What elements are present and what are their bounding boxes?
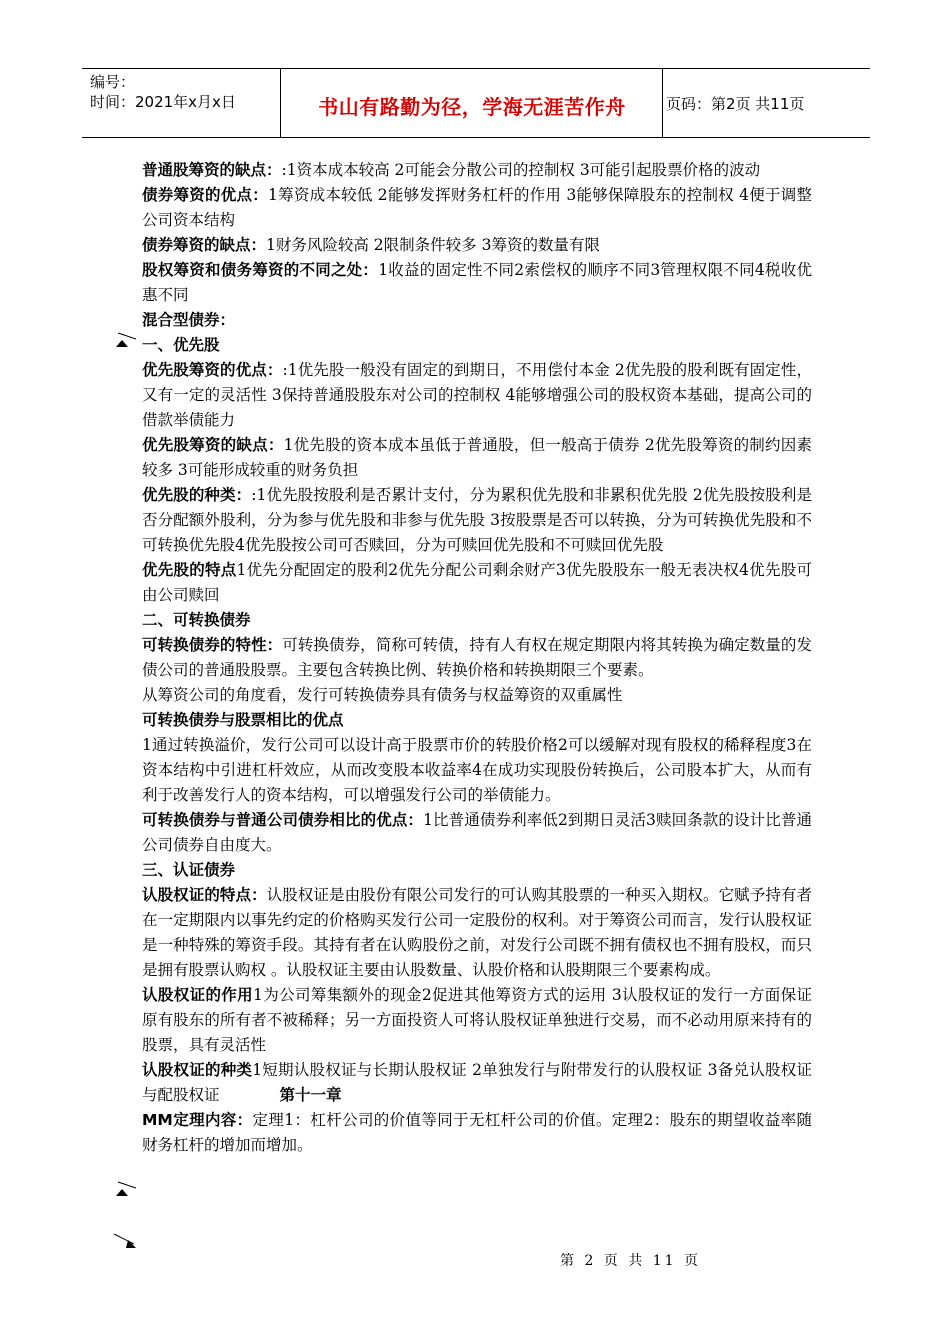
- paragraph-heading: MM定理内容：: [142, 1111, 253, 1129]
- paragraph-text: 1财务风险较高 2限制条件较多 3筹资的数量有限: [266, 236, 600, 254]
- paragraph: [142, 983, 812, 1058]
- paragraph-text: 1收益的固定性不同2索偿权的顺序不同3管理权限不同4税收优惠不同: [142, 261, 812, 304]
- paragraph-heading: 一、优先股: [142, 336, 220, 354]
- anchor-marker-icon: [112, 1232, 136, 1248]
- paragraph-heading: 三、认证债券: [142, 861, 236, 879]
- paragraph-heading: 债券筹资的优点：: [142, 186, 269, 204]
- paragraph: [142, 808, 812, 858]
- anchor-marker-icon: [116, 1180, 140, 1196]
- paragraph-text: 可转换债券，简称可转债，持有人有权在规定期限内将其转换为确定数量的发债公司的普通股股票。主要包含转换比例、转换价格和转换期限三个要素。: [142, 636, 812, 679]
- paragraph: [142, 1058, 812, 1108]
- page-header: [82, 68, 870, 138]
- paragraph-heading: 混合型债券：: [142, 311, 236, 329]
- paragraph-text: 1短期认股权证与长期认股权证 2单独发行与附带发行的认股权证 3备兑认股权证与配股权证: [142, 1061, 812, 1104]
- paragraph-heading: 优先股筹资的优点：: [142, 361, 283, 379]
- paragraph-heading: 二、可转换债券: [142, 611, 251, 629]
- paragraph-text: 1优先股的资本成本虽低于普通股，但一般高于债券 2优先股筹资的制约因素较多 3可能形成较重的财务负担: [142, 436, 812, 479]
- document-body: [142, 158, 812, 1158]
- paragraph-heading: 认股权证的作用: [142, 986, 254, 1004]
- paragraph: [142, 433, 812, 483]
- header-motto: 书山有路勤为径，学海无涯苦作舟: [318, 95, 626, 119]
- paragraph: [142, 233, 812, 258]
- paragraph-heading: 认股权证的种类: [142, 1061, 253, 1079]
- paragraph-text: 定理1：杠杆公司的价值等同于无杠杆公司的价值。定理2：股东的期望收益率随财务杠杆的增加而增加。: [142, 1111, 812, 1154]
- paragraph: [142, 683, 812, 708]
- section-heading: [142, 608, 812, 633]
- paragraph: [142, 183, 812, 233]
- paragraph: [142, 483, 812, 558]
- paragraph: [142, 358, 812, 433]
- section-heading: [142, 858, 812, 883]
- header-divider: [662, 69, 663, 137]
- document-number-label: 编号：: [90, 73, 136, 91]
- paragraph: [142, 1108, 812, 1158]
- paragraph-text: 从筹资公司的角度看，发行可转换债券具有债务与权益筹资的双重属性: [142, 686, 623, 704]
- paragraph-heading: 优先股的特点: [142, 561, 237, 579]
- paragraph-heading: 股权筹资和债务筹资的不同之处：: [142, 261, 379, 279]
- paragraph-text: 1比普通债券利率低2到期日灵活3赎回条款的设计比普通公司债券自由度大。: [142, 811, 812, 854]
- document-date-label: 时间：2021年x月x日: [90, 93, 236, 111]
- header-divider: [280, 69, 281, 137]
- page-footer: 第 2 页 共 11 页: [560, 1253, 701, 1269]
- paragraph-text: 1为公司筹集额外的现金2促进其他筹资方式的运用 3认股权证的发行一方面保证原有股东的所有者不被稀释；另一方面投资人可将认股权证单独进行交易，而不必动用原来持有的股票，具有灵活性: [142, 986, 812, 1054]
- paragraph-heading: 债券筹资的缺点：: [142, 236, 267, 254]
- paragraph-text: :1资本成本较高 2可能会分散公司的控制权 3可能引起股票价格的波动: [281, 161, 761, 179]
- section-heading: [142, 708, 812, 733]
- paragraph-heading: 认股权证的特点：: [142, 886, 267, 904]
- paragraph: [142, 558, 812, 608]
- paragraph-text: :1优先股一般没有固定的到期日，不用偿付本金 2优先股的股利既有固定性，又有一定的灵活性 3保持普通股股东对公司的控制权 4能够增强公司的股权资本基础，提高公司的借款举债能力: [142, 361, 812, 429]
- paragraph-heading: 普通股筹资的缺点：: [142, 161, 282, 179]
- paragraph: [142, 733, 812, 808]
- paragraph: [142, 633, 812, 683]
- paragraph-heading: 优先股筹资的缺点：: [142, 436, 284, 454]
- header-page-info: 页码：第2页 共11页: [666, 95, 805, 113]
- header-meta: [90, 72, 280, 112]
- paragraph: [142, 158, 812, 183]
- anchor-marker-icon: [116, 331, 140, 347]
- paragraph: [142, 258, 812, 308]
- paragraph-heading: 优先股的种类：: [142, 486, 252, 504]
- paragraph-heading: 可转换债券与股票相比的优点: [142, 711, 344, 729]
- paragraph-heading: 可转换债券与普通公司债券相比的优点：: [142, 811, 424, 829]
- paragraph-text: 1优先分配固定的股利2优先分配公司剩余财产3优先股股东一般无表决权4优先股可由公司赎回: [142, 561, 812, 604]
- paragraph-heading: 可转换债券的特性：: [142, 636, 283, 654]
- paragraph-text: 1通过转换溢价，发行公司可以设计高于股票市价的转股价格2可以缓解对现有股权的稀释程度3在资本结构中引进杠杆效应，从而改变股本收益率4在成功实现股份转换后，公司股本扩大，从而有利于改善发行人的资本结构，可以增强发行公司的举债能力。: [142, 736, 812, 804]
- paragraph-text: 1筹资成本较低 2能够发挥财务杠杆的作用 3能够保障股东的控制权 4便于调整公司资本结构: [142, 186, 812, 229]
- paragraph: [142, 883, 812, 983]
- section-heading: [142, 333, 812, 358]
- paragraph-text: :1优先股按股利是否累计支付，分为累积优先股和非累积优先股 2优先股按股利是否分配额外股利，分为参与优先股和非参与优先股 3按股票是否可以转换，分为可转换优先股和不可转换优先股4优先股按公司可否赎回，分为可赎回优先股和不可赎回优先股: [142, 486, 812, 554]
- section-heading: [142, 308, 812, 333]
- paragraph-text: 认股权证是由股份有限公司发行的可认购其股票的一种买入期权。它赋予持有者在一定期限内以事先约定的价格购买发行公司一定股份的权利。对于筹资公司而言，发行认股权证是一种特殊的筹资手段。其持有者在认购股份之前，对发行公司既不拥有债权也不拥有股权，而只是拥有股票认购权 。认股权证主要由认股数量、认股价格和认股期限三个要素构成。: [142, 886, 812, 979]
- chapter-title: 第十一章: [279, 1086, 342, 1104]
